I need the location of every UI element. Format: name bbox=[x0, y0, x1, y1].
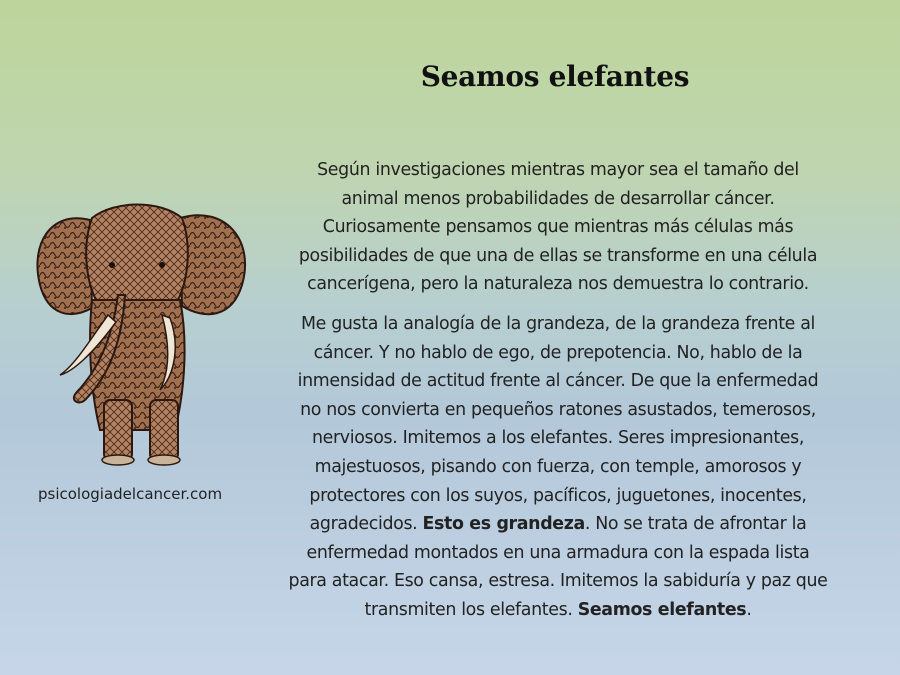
elephant-illustration bbox=[30, 200, 255, 470]
text-line: protectores con los suyos, pacíficos, juguetones, inocentes, bbox=[309, 485, 807, 506]
text-line: animal menos probabilidades de desarrollar cáncer. bbox=[341, 188, 775, 209]
text-run: . No se trata de afrontar la bbox=[584, 514, 807, 535]
text-line: enfermedad montados en una armadura con la espada lista bbox=[306, 542, 810, 563]
body-text bbox=[266, 156, 850, 625]
text-line bbox=[266, 596, 850, 625]
text-line: posibilidades de que una de ellas se transforme en una célula bbox=[298, 245, 818, 266]
text-line: inmensidad de actitud frente al cáncer. De que la enfermedad bbox=[297, 371, 819, 392]
paragraph-2 bbox=[266, 310, 850, 625]
text-line: nerviosos. Imitemos a los elefantes. Seres impresionantes, bbox=[311, 428, 805, 449]
source-credit: psicologiadelcancer.com bbox=[38, 485, 223, 503]
text-run: . bbox=[746, 599, 752, 620]
slide-title: Seamos elefantes bbox=[420, 60, 690, 93]
text-line bbox=[266, 510, 850, 539]
text-line: Me gusta la analogía de la grandeza, de la grandeza frente al bbox=[301, 313, 815, 334]
bold-phrase-esto-es-grandeza: Esto es grandeza bbox=[422, 514, 585, 535]
bold-phrase-seamos-elefantes: Seamos elefantes bbox=[577, 599, 747, 620]
text-line: no nos convierta en pequeños ratones asustados, temerosos, bbox=[300, 399, 816, 420]
text-run: transmiten los elefantes. bbox=[364, 599, 578, 620]
text-line: cancerígena, pero la naturaleza nos demuestra lo contrario. bbox=[307, 274, 809, 295]
text-line: Curiosamente pensamos que mientras más células más bbox=[322, 217, 794, 238]
text-line: Según investigaciones mientras mayor sea el tamaño del bbox=[317, 160, 799, 180]
paragraph-1 bbox=[266, 156, 850, 299]
text-line: cáncer. Y no hablo de ego, de prepotencia. No, hablo de la bbox=[313, 342, 803, 363]
text-line: para atacar. Eso cansa, estresa. Imitemos la sabiduría y paz que bbox=[288, 571, 828, 592]
text-run: agradecidos. bbox=[309, 514, 423, 535]
text-line: majestuosos, pisando con fuerza, con temple, amorosos y bbox=[314, 456, 802, 477]
